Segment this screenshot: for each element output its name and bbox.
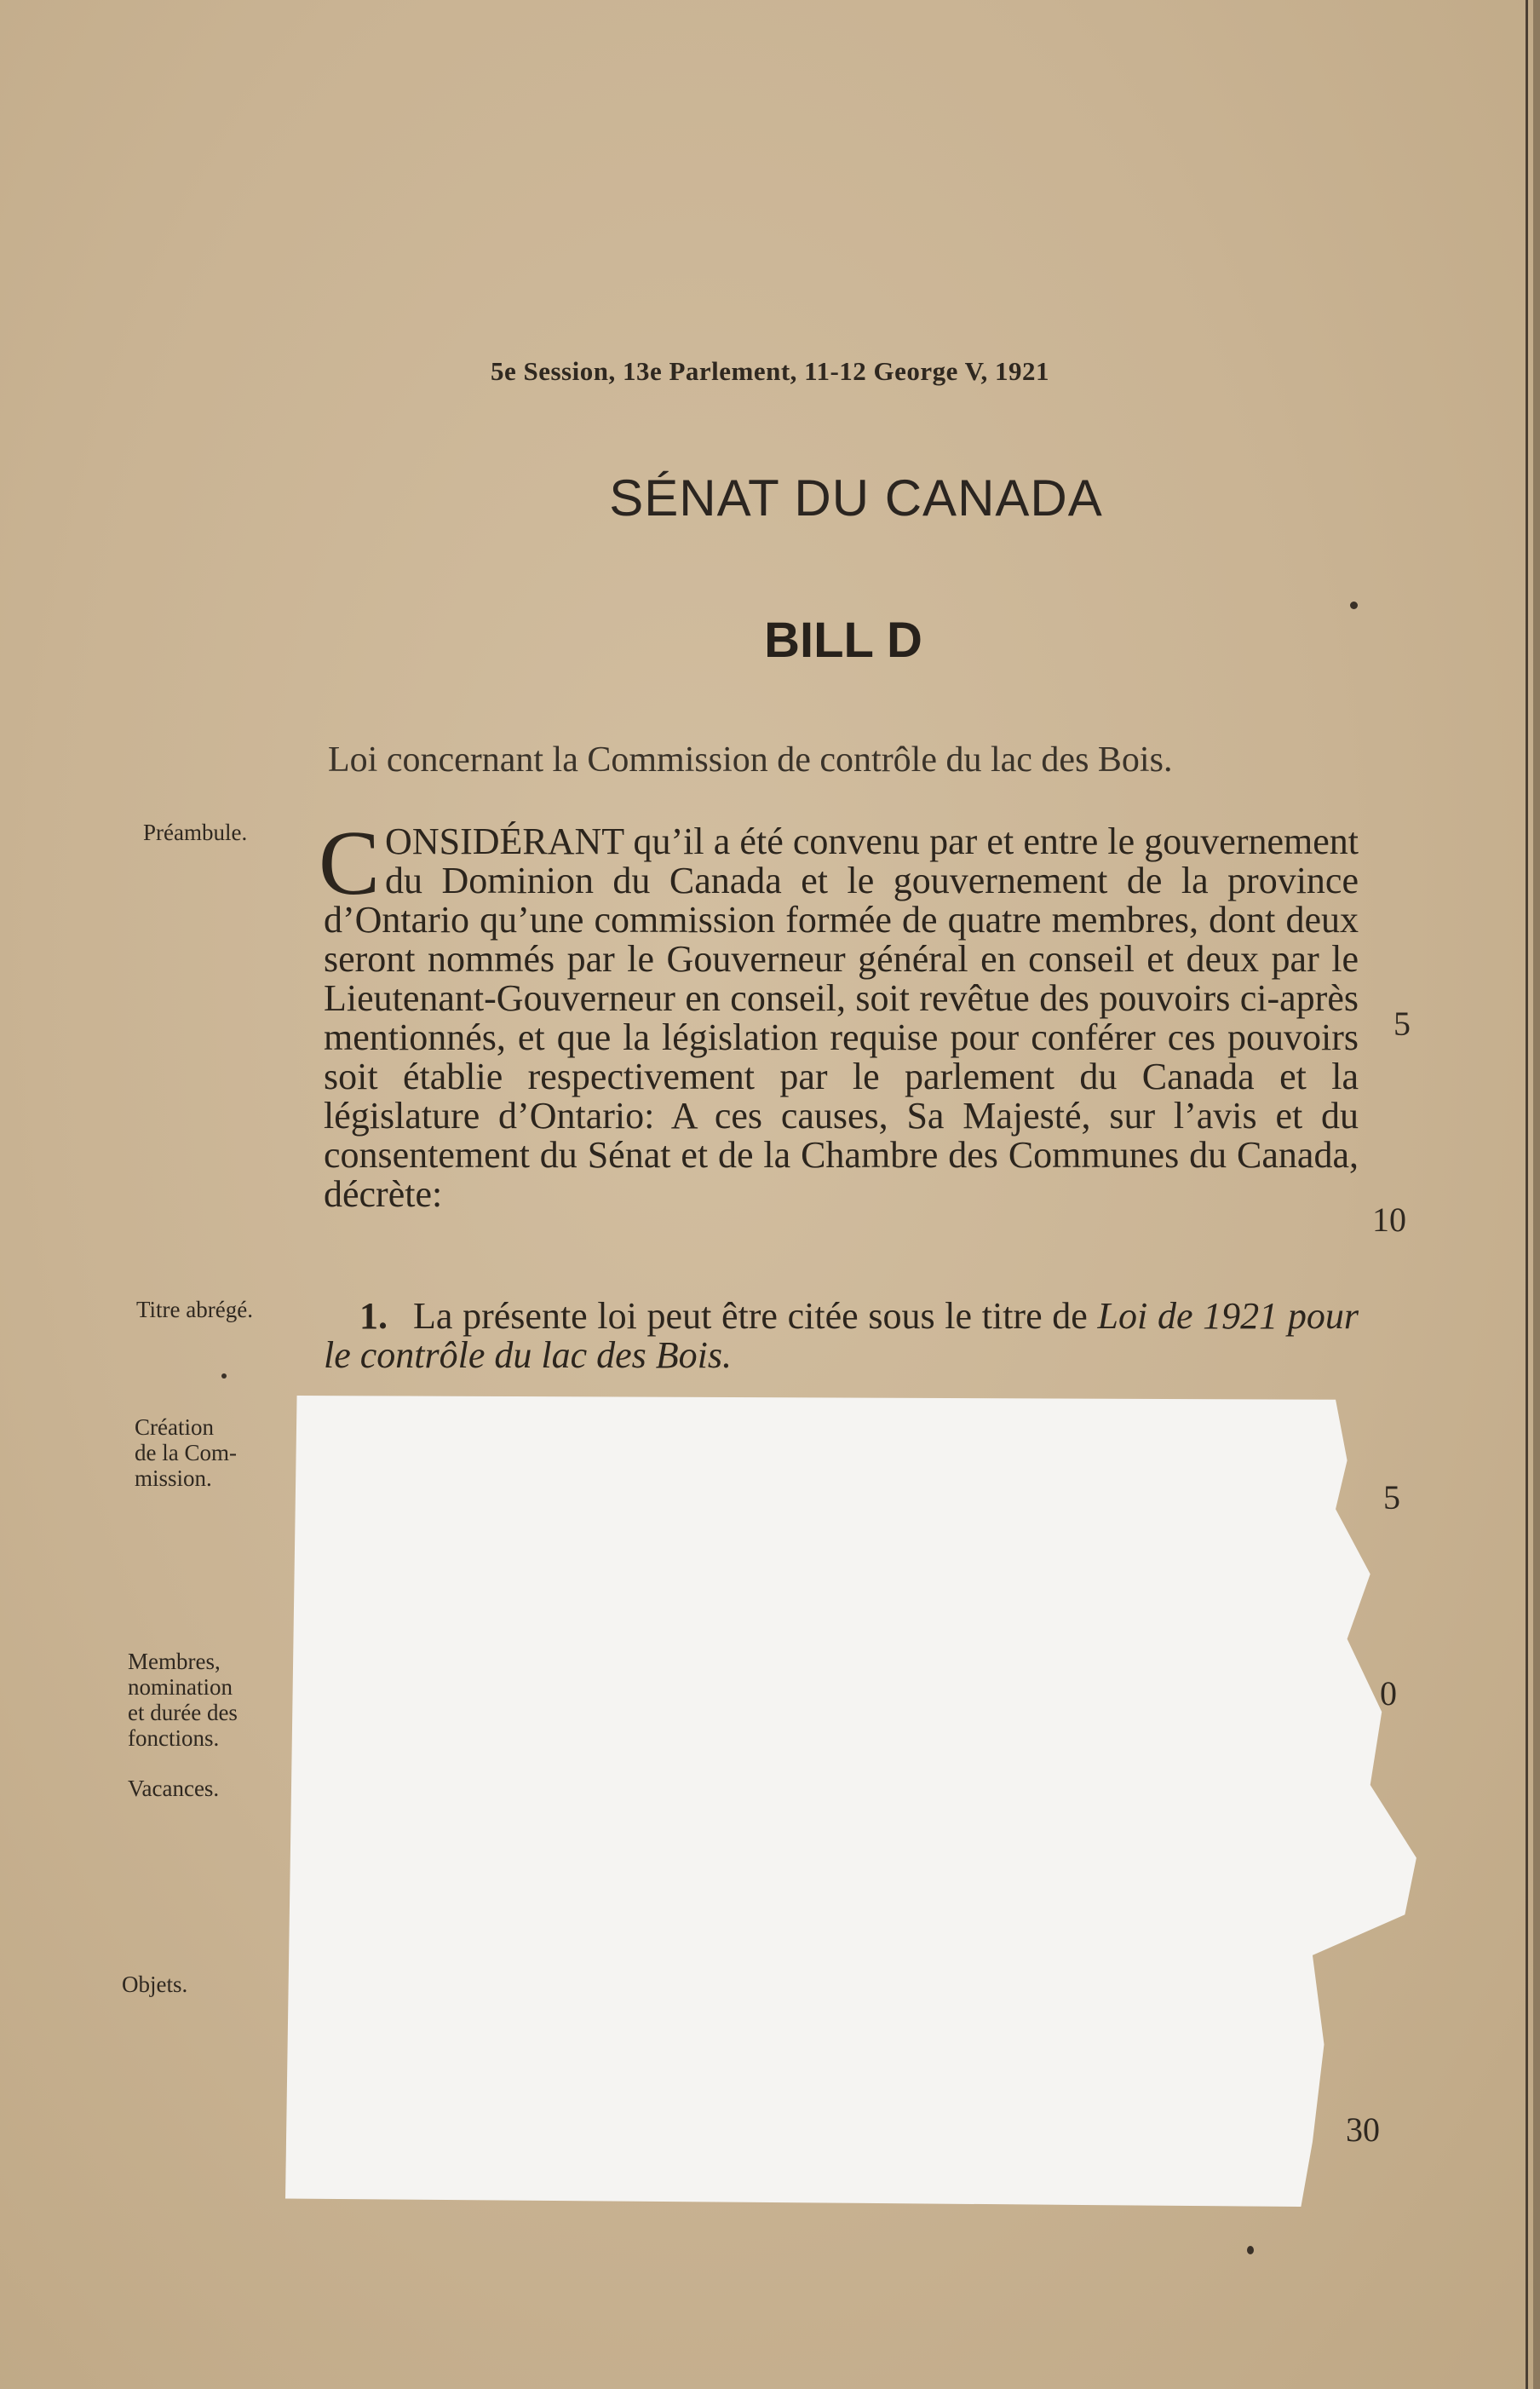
preamble-body: ONSIDÉRANT qu’il a été convenu par et entre le gouvernement du Dominion du Canada et le gouvernement de la province d’Ontario qu’une commission formée de quatre membres, dont deux seront nommés par le Gouverneur général en conseil et deux par le Lieutenant-Gouverneur en conseil, soit revêtue des pouvoirs ci-après mentionnés, et que la législation requise pour conférer ces pouvoirs soit établie respectivement par le parlement du Canada et la législature d’Ontario: A ces causes, Sa Majesté, sur l’avis et du consentement du Sénat et de la Chambre des Communes du Canada, décrète: xyxy=(324,820,1359,1215)
margin-note-vacancies: Vacances. xyxy=(128,1776,220,1801)
paper-speck xyxy=(1350,602,1358,609)
margin-note-line: Membres, xyxy=(128,1649,221,1674)
preamble-text xyxy=(319,813,1359,1215)
margin-note-members xyxy=(128,1649,238,1751)
line-number: 10 xyxy=(1372,1200,1406,1239)
margin-note-preamble: Préambule. xyxy=(143,820,248,845)
bill-title: BILL D xyxy=(764,613,922,668)
section-citation: Loi de 1921 pour le contrôle du lac des Bois. xyxy=(324,1295,1359,1376)
drop-cap: C xyxy=(319,813,381,914)
margin-note-objects: Objets. xyxy=(122,1972,188,1997)
line-number: 5 xyxy=(1383,1478,1400,1517)
margin-note-line: mission. xyxy=(135,1465,212,1491)
line-number: 0 xyxy=(1380,1674,1397,1713)
margin-note-short-title: Titre abrégé. xyxy=(136,1297,253,1322)
bill-long-title: Loi concernant la Commission de contrôle du lac des Bois. xyxy=(328,740,1173,780)
section-text: La présente loi peut être citée sous le titre de xyxy=(413,1295,1098,1337)
margin-note-line: fonctions. xyxy=(128,1725,220,1751)
paper-speck xyxy=(1247,2246,1254,2254)
line-number: 5 xyxy=(1393,1005,1411,1043)
blank-paper-patch xyxy=(285,1396,1439,2207)
line-number: 30 xyxy=(1346,2110,1380,2149)
paper-speck xyxy=(221,1373,227,1379)
margin-note-line: nomination xyxy=(128,1674,233,1700)
house-title: SÉNAT DU CANADA xyxy=(609,469,1103,527)
section-1 xyxy=(324,1297,1359,1375)
margin-note-creation xyxy=(135,1414,237,1491)
margin-note-line: et durée des xyxy=(128,1700,238,1725)
section-number: 1. xyxy=(359,1295,388,1337)
margin-note-line: de la Com- xyxy=(135,1440,237,1465)
session-line: 5e Session, 13e Parlement, 11-12 George V, 1921 xyxy=(490,356,1050,386)
margin-note-line: Création xyxy=(135,1414,214,1440)
